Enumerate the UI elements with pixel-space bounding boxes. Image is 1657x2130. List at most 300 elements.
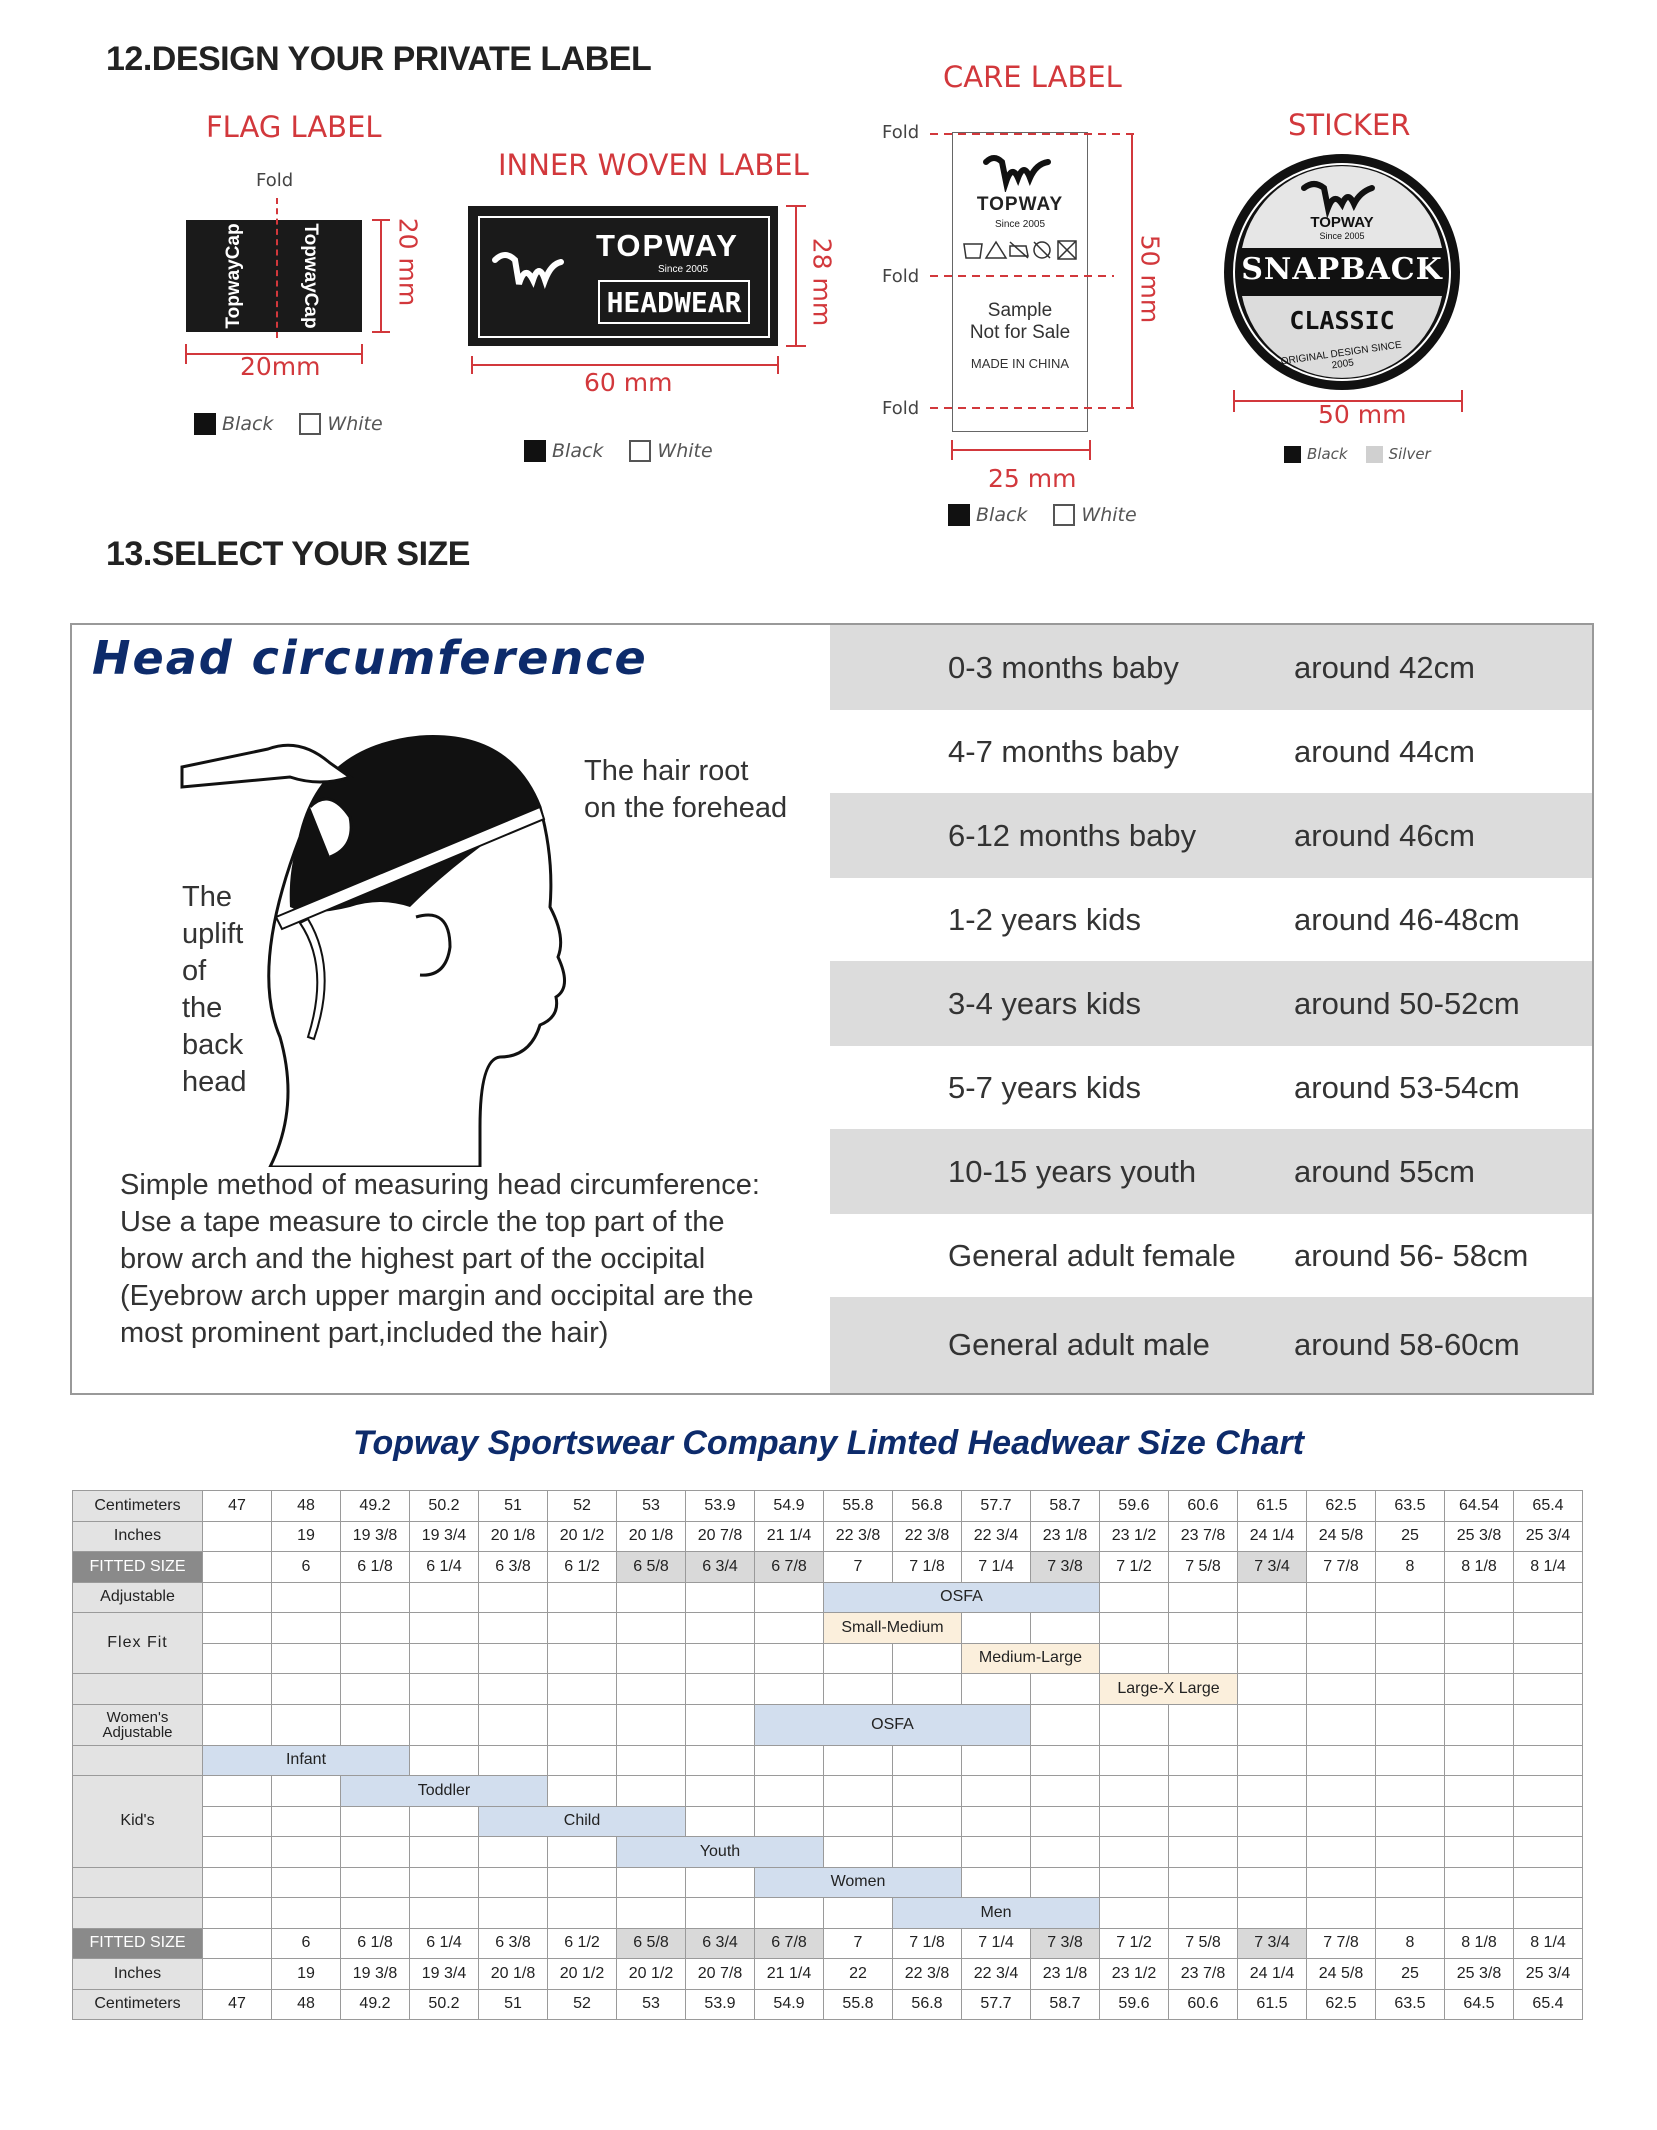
table-cell [893,1643,962,1674]
table-cell [962,1613,1031,1644]
table-cell: 22 3/8 [893,1521,962,1552]
uplift-note: The uplift of the back head [182,881,247,1098]
table-cell: 59.6 [1100,1491,1169,1522]
table-cell [203,1704,272,1745]
table-cell: 49.2 [341,1491,410,1522]
table-cell [617,1582,686,1613]
table-cell [1238,1674,1307,1705]
table-row: 6-12 months baby around 46cm [830,793,1592,878]
table-cell [548,1837,617,1868]
sticker-sub: CLASSIC [1289,306,1395,335]
table-cell: 52 [548,1491,617,1522]
table-row [73,1745,1583,1776]
table-cell [203,1959,272,1990]
size-band: Youth [617,1837,824,1868]
table-cell: 53 [617,1989,686,2020]
table-cell [479,1643,548,1674]
table-cell: 6 3/8 [479,1928,548,1959]
size-band: Women [755,1867,962,1898]
table-cell [962,1867,1031,1898]
table-cell [1169,1867,1238,1898]
table-cell: 62.5 [1307,1989,1376,2020]
row-label [73,1898,203,1929]
table-cell: 63.5 [1376,1491,1445,1522]
table-cell [686,1898,755,1929]
table-cell [1376,1898,1445,1929]
table-cell: 51 [479,1989,548,2020]
table-cell [1169,1776,1238,1807]
table-cell: 8 1/8 [1445,1928,1514,1959]
table-cell: 24 5/8 [1307,1521,1376,1552]
table-cell [203,1776,272,1807]
table-cell [1238,1582,1307,1613]
sticker-width-dim: 50 mm [1318,400,1407,429]
table-cell: 6 1/4 [410,1552,479,1583]
table-cell: 20 7/8 [686,1521,755,1552]
table-cell [1100,1613,1169,1644]
table-row [73,1898,1583,1929]
table-cell [410,1613,479,1644]
table-cell: 8 1/4 [1514,1928,1583,1959]
table-cell [1445,1806,1514,1837]
table-cell: 7 1/4 [962,1552,1031,1583]
color-option-black[interactable]: Black [524,440,603,462]
table-cell [1445,1643,1514,1674]
table-cell: 50.2 [410,1491,479,1522]
row-label: FITTED SIZE [73,1928,203,1959]
table-cell [272,1867,341,1898]
table-cell [1514,1745,1583,1776]
table-cell [1307,1837,1376,1868]
table-cell: 57.7 [962,1491,1031,1522]
color-option-white[interactable]: White [1053,504,1136,526]
table-cell [617,1704,686,1745]
table-cell: 6 5/8 [617,1928,686,1959]
table-cell: 7 [824,1928,893,1959]
table-cell [479,1898,548,1929]
table-cell: 19 [272,1521,341,1552]
table-cell: 24 1/4 [1238,1521,1307,1552]
sticker-brand: TOPWAY [1310,214,1374,231]
table-cell [1031,1704,1100,1745]
table-cell [893,1674,962,1705]
table-row: 1-2 years kids around 46-48cm [830,878,1592,961]
table-cell [755,1898,824,1929]
table-cell [1031,1806,1100,1837]
care-line-3: MADE IN CHINA [970,356,1070,371]
table-cell [548,1898,617,1929]
table-cell: 65.4 [1514,1491,1583,1522]
table-cell [962,1745,1031,1776]
table-row [73,1776,1583,1807]
table-cell [1376,1806,1445,1837]
table-cell [1100,1704,1169,1745]
size-band: Child [479,1806,686,1837]
table-cell: 7 3/8 [1031,1928,1100,1959]
table-cell [1031,1674,1100,1705]
table-cell [617,1613,686,1644]
table-cell: 61.5 [1238,1989,1307,2020]
table-cell: 8 1/4 [1514,1552,1583,1583]
table-cell: 64.54 [1445,1491,1514,1522]
table-cell [479,1745,548,1776]
table-cell [341,1867,410,1898]
color-option-black[interactable]: Black [194,413,273,435]
table-cell [1100,1745,1169,1776]
woven-brand: TOPWAY [596,228,739,263]
row-label [73,1745,203,1776]
table-cell [1238,1867,1307,1898]
table-cell [1445,1776,1514,1807]
size-band: OSFA [824,1582,1100,1613]
table-cell: 8 [1376,1928,1445,1959]
table-cell: 7 1/8 [893,1552,962,1583]
table-cell [1445,1898,1514,1929]
table-cell [1169,1745,1238,1776]
table-cell [341,1704,410,1745]
table-row [73,1552,1583,1583]
table-cell [272,1613,341,1644]
table-cell [1169,1582,1238,1613]
table-cell [341,1643,410,1674]
table-cell: 49.2 [341,1989,410,2020]
table-cell: 53.9 [686,1989,755,2020]
table-cell [272,1643,341,1674]
table-cell: 55.8 [824,1989,893,2020]
table-cell [1100,1582,1169,1613]
table-cell [686,1704,755,1745]
flag-height-dim: 20 mm [393,217,423,307]
table-cell [1376,1867,1445,1898]
row-label [73,1867,203,1898]
table-cell [686,1674,755,1705]
table-cell: 22 [824,1959,893,1990]
table-cell: 62.5 [1307,1491,1376,1522]
table-row [73,1989,1583,2020]
hair-root-note: The hair root on the forehead [584,755,788,824]
table-cell: 65.4 [1514,1989,1583,2020]
table-cell: 6 3/4 [686,1552,755,1583]
color-option-black[interactable]: Black [1284,445,1348,463]
table-row [73,1806,1583,1837]
table-cell: 7 3/8 [1031,1552,1100,1583]
table-row [73,1643,1583,1674]
table-cell [1169,1898,1238,1929]
table-cell: 48 [272,1491,341,1522]
table-cell [755,1745,824,1776]
table-cell: 48 [272,1989,341,2020]
care-fold-bottom: Fold [882,398,920,419]
table-cell [1238,1837,1307,1868]
table-cell: 7 3/4 [1238,1928,1307,1959]
table-cell [1445,1867,1514,1898]
table-cell [410,1867,479,1898]
table-cell: 20 1/2 [548,1959,617,1990]
table-cell: 7 3/4 [1238,1552,1307,1583]
table-cell [341,1837,410,1868]
table-cell [548,1745,617,1776]
table-cell: 7 1/8 [893,1928,962,1959]
table-cell [962,1837,1031,1868]
table-cell: 56.8 [893,1491,962,1522]
table-cell [1514,1643,1583,1674]
care-since: Since 2005 [994,219,1046,230]
table-cell: 25 3/8 [1445,1959,1514,1990]
table-cell: 47 [203,1491,272,1522]
table-cell: 20 1/2 [617,1959,686,1990]
table-cell [1514,1582,1583,1613]
table-cell [755,1776,824,1807]
table-cell [1307,1806,1376,1837]
table-cell [962,1674,1031,1705]
table-row: 4-7 months baby around 44cm [830,710,1592,793]
color-option-white[interactable]: White [299,413,382,435]
table-row: 0-3 months baby around 42cm [830,625,1592,710]
table-cell [1514,1898,1583,1929]
section-title-size: 13.SELECT YOUR SIZE [106,535,470,573]
size-band: Medium-Large [962,1643,1100,1674]
table-cell: 23 7/8 [1169,1959,1238,1990]
table-cell [1445,1582,1514,1613]
table-cell [1169,1837,1238,1868]
table-cell: 23 7/8 [1169,1521,1238,1552]
table-cell [272,1674,341,1705]
table-cell: 60.6 [1169,1989,1238,2020]
table-cell [962,1776,1031,1807]
table-cell: 8 [1376,1552,1445,1583]
table-cell: 23 1/2 [1100,1521,1169,1552]
table-cell: 22 3/8 [824,1521,893,1552]
table-cell [1376,1745,1445,1776]
size-band: Infant [203,1745,410,1776]
head-title: Head circumference [92,631,648,685]
table-cell: 7 7/8 [1307,1928,1376,1959]
row-label: FITTED SIZE [73,1552,203,1583]
table-cell [1376,1613,1445,1644]
table-cell [203,1806,272,1837]
care-line-1: Sample [987,300,1053,321]
table-cell: 19 3/4 [410,1521,479,1552]
table-row [73,1521,1583,1552]
table-cell [1445,1674,1514,1705]
table-cell: 23 1/8 [1031,1959,1100,1990]
table-cell: 61.5 [1238,1491,1307,1522]
table-cell [1514,1704,1583,1745]
woven-color-options [524,440,713,462]
table-cell: 20 1/8 [617,1521,686,1552]
table-cell [203,1674,272,1705]
table-cell: 54.9 [755,1491,824,1522]
table-cell [272,1776,341,1807]
care-symbols-icon [962,238,1082,262]
flag-text-left: TopwayCap [223,223,244,329]
flag-color-options [194,413,383,435]
table-cell [1514,1867,1583,1898]
table-cell: 24 1/4 [1238,1959,1307,1990]
table-cell [893,1776,962,1807]
table-row [73,1613,1583,1644]
flag-text-right: TopwayCap [300,223,321,329]
table-cell [1376,1837,1445,1868]
table-cell [410,1745,479,1776]
table-cell [1307,1898,1376,1929]
table-cell: 58.7 [1031,1491,1100,1522]
table-cell [1100,1867,1169,1898]
table-cell [341,1806,410,1837]
table-cell: 19 3/4 [410,1959,479,1990]
care-height-dim: 50 mm [1135,234,1165,324]
table-cell: 22 3/4 [962,1521,1031,1552]
measure-method-text: Simple method of measuring head circumference: Use a tape measure to circle the top part of the brow arch and the highest part of the occipital (Eyebrow arch upper margin and occipital are the most prominent part,included the hair) [120,1169,760,1349]
table-cell: 53 [617,1491,686,1522]
table-cell: 23 1/8 [1031,1521,1100,1552]
care-line-2: Not for Sale [969,322,1071,343]
table-cell [686,1582,755,1613]
table-cell: 7 5/8 [1169,1552,1238,1583]
row-label: Centimeters [73,1989,203,2020]
table-cell [1376,1776,1445,1807]
table-cell: 6 7/8 [755,1928,824,1959]
table-cell [410,1674,479,1705]
table-cell [341,1582,410,1613]
table-cell [1031,1613,1100,1644]
table-cell [1376,1704,1445,1745]
table-cell: 6 5/8 [617,1552,686,1583]
table-cell [1169,1643,1238,1674]
table-cell [1376,1582,1445,1613]
table-cell [686,1867,755,1898]
table-cell: 6 1/8 [341,1928,410,1959]
table-cell [1238,1898,1307,1929]
table-cell [824,1898,893,1929]
table-cell [203,1898,272,1929]
table-cell [1445,1704,1514,1745]
sticker-color-options [1284,445,1431,463]
table-cell [203,1928,272,1959]
table-cell [824,1745,893,1776]
table-cell [548,1704,617,1745]
color-option-white[interactable]: White [629,440,712,462]
table-cell [755,1643,824,1674]
table-cell: 25 3/4 [1514,1959,1583,1990]
row-label: Flex Fit [73,1613,203,1674]
section-title-labels: 12.DESIGN YOUR PRIVATE LABEL [106,40,652,78]
table-cell: 60.6 [1169,1491,1238,1522]
table-cell: 6 [272,1552,341,1583]
table-cell [755,1674,824,1705]
table-cell [1307,1674,1376,1705]
table-cell [548,1613,617,1644]
table-cell [1514,1837,1583,1868]
table-cell [410,1806,479,1837]
woven-since: Since 2005 [658,264,709,275]
table-cell: 20 1/2 [548,1521,617,1552]
table-cell: 25 [1376,1521,1445,1552]
color-option-black[interactable]: Black [948,504,1027,526]
table-cell [1445,1837,1514,1868]
table-cell [203,1867,272,1898]
woven-sub: HEADWEAR [598,280,750,324]
table-cell: 6 3/4 [686,1928,755,1959]
table-cell [824,1837,893,1868]
flag-fold-label: Fold [256,170,294,191]
sticker-arc-text: ORIGINAL DESIGN SINCE 2005 [1280,339,1403,372]
table-row: General adult female around 56- 58cm [830,1214,1592,1297]
table-cell: 7 [824,1552,893,1583]
table-cell [1514,1674,1583,1705]
table-cell: 6 1/2 [548,1552,617,1583]
sticker-title: STICKER [1288,108,1411,142]
table-cell [1238,1613,1307,1644]
woven-width-dim: 60 mm [584,368,673,397]
table-cell [272,1704,341,1745]
table-cell [962,1806,1031,1837]
row-label: Centimeters [73,1491,203,1522]
table-cell: 51 [479,1491,548,1522]
table-cell [824,1674,893,1705]
color-option-silver[interactable]: Silver [1366,445,1431,463]
woven-label-title: INNER WOVEN LABEL [498,148,809,182]
table-cell: 19 [272,1959,341,1990]
table-cell: 25 3/4 [1514,1521,1583,1552]
table-cell [1238,1704,1307,1745]
table-cell [479,1613,548,1644]
table-cell [1307,1867,1376,1898]
table-row: 10-15 years youth around 55cm [830,1129,1592,1214]
table-cell [479,1582,548,1613]
table-cell [1514,1806,1583,1837]
table-cell: 7 1/4 [962,1928,1031,1959]
table-cell [479,1867,548,1898]
table-cell: 59.6 [1100,1989,1169,2020]
table-cell: 22 3/8 [893,1959,962,1990]
table-cell [548,1643,617,1674]
table-cell [1514,1613,1583,1644]
table-cell [341,1613,410,1644]
table-cell [617,1674,686,1705]
table-cell: 24 5/8 [1307,1959,1376,1990]
table-cell [1169,1806,1238,1837]
table-cell: 25 [1376,1959,1445,1990]
table-cell [548,1674,617,1705]
table-cell [893,1745,962,1776]
row-label: Women's Adjustable [73,1704,203,1745]
table-cell [272,1898,341,1929]
table-cell [617,1776,686,1807]
table-row [73,1704,1583,1745]
woven-height-dim: 28 mm [807,237,837,327]
table-cell [1238,1643,1307,1674]
care-label-title: CARE LABEL [943,60,1122,94]
table-row: General adult male around 58-60cm [830,1297,1592,1393]
table-cell [203,1582,272,1613]
table-cell: 8 1/8 [1445,1552,1514,1583]
row-label: Inches [73,1959,203,1990]
head-size-table [830,625,1592,1393]
table-cell [203,1837,272,1868]
table-cell: 21 1/4 [755,1521,824,1552]
table-cell: 6 1/8 [341,1552,410,1583]
table-cell: 7 1/2 [1100,1928,1169,1959]
table-cell [686,1776,755,1807]
flag-label-title: FLAG LABEL [206,110,382,144]
table-cell: 22 3/4 [962,1959,1031,1990]
table-cell [1238,1745,1307,1776]
table-cell [1376,1674,1445,1705]
table-cell: 47 [203,1989,272,2020]
table-cell [1238,1806,1307,1837]
size-band: Men [893,1898,1100,1929]
